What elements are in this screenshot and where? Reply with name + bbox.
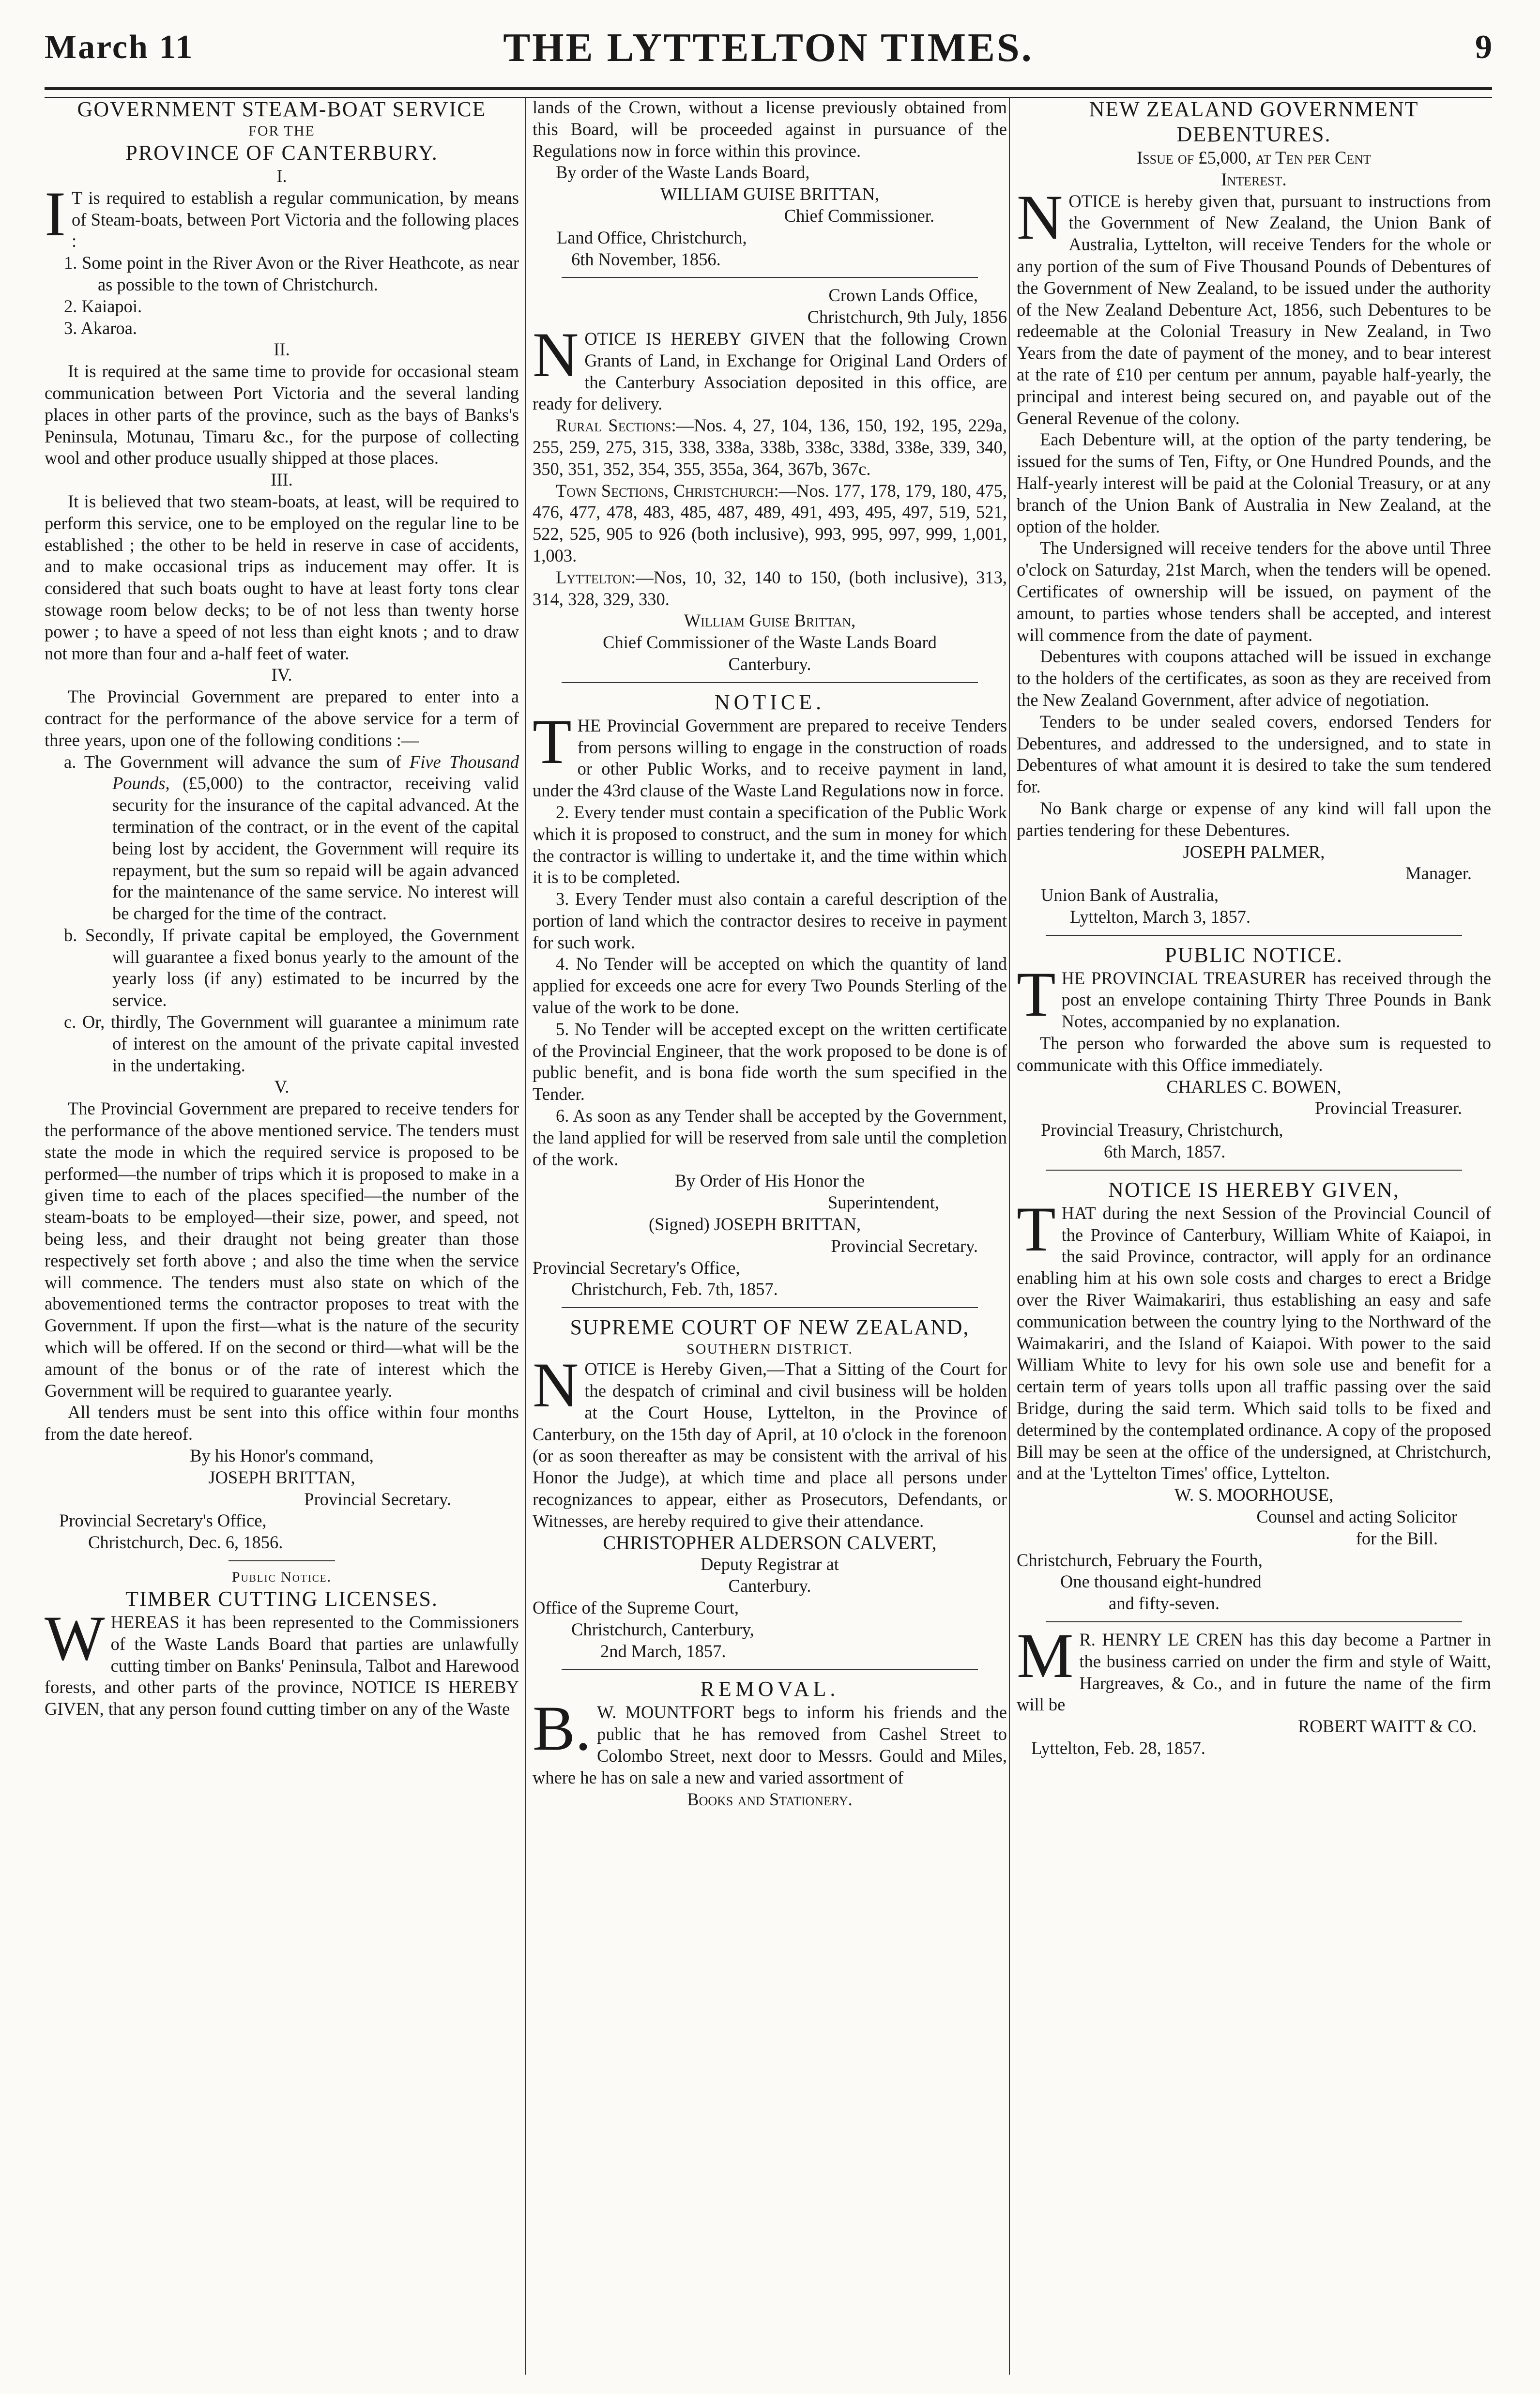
signature-date: Christchurch, February the Fourth, xyxy=(1017,1550,1263,1570)
debentures-notice xyxy=(1017,97,1491,928)
paragraph: The person who forwarded the above sum is requested to communicate with this Office immediately. xyxy=(1017,1033,1491,1075)
list-item: 1. Some point in the River Avon or the River Heathcote, as near as possible to the town of Christchurch. xyxy=(64,253,519,294)
masthead xyxy=(45,19,1492,92)
paragraph: lands of the Crown, without a license previously obtained from this Board, will be proceeded against in pursuance of the Regulations now in force within this province. xyxy=(533,97,1007,161)
notice-heading: NOTICE IS HEREBY GIVEN, xyxy=(1108,1177,1400,1202)
signature-place: Union Bank of Australia, xyxy=(1041,885,1219,905)
signature-line: By Order of His Honor the xyxy=(674,1171,865,1191)
paragraph: 5. No Tender will be accepted except on the written certificate of the Provincial Engineer, that the work proposed to be done is of public benefit, and is bona fide worth the sum specified in the Tender. xyxy=(533,1019,1007,1104)
notice-heading: NEW ZEALAND GOVERNMENT xyxy=(1089,97,1419,121)
paragraph: MR. HENRY LE CREN has this day become a Partner in the business carried on under the firm and style of Waitt, Hargreaves, & Co., and in future the name of the firm will be xyxy=(1017,1620,1491,1715)
supreme-court-notice xyxy=(533,1315,1007,1662)
signature-name: ROBERT WAITT & CO. xyxy=(1298,1716,1477,1737)
paragraph: NOTICE is hereby given that, pursuant to instructions from the Government of New Zealand, the Union Bank of Australia, Lyttelton, will receive Tenders for the whole or any portion of the sum of Five Thousand Pounds of Debentures of the Government of New Zealand, to be issued under the authority of the New Zealand Debenture Act, 1856, such Debentures to be redeemable at the Colonial Treasury in New Zealand, in Two Years from the date of payment of the money, and to bear interest at the rate of £10 per centum per annum, payable half-yearly, the principal and interest being secured on, and payable out of the General Revenue of the colony. xyxy=(1017,181,1491,428)
section-numbers: Nos. 177, 178, 179, 180, 475, 476, 477, 478, 483, 485, 487, 489, 491, 493, 495, 497, 519, 521, 522, 525, 905 to 926 (both inclusive), 993, 995, 997, 999, 1,001, 1,003. xyxy=(533,480,1007,565)
paragraph: No Bank charge or expense of any kind will fall upon the parties tendering for these Debentures. xyxy=(1017,798,1491,840)
notice-heading: PUBLIC NOTICE. xyxy=(1165,943,1343,967)
paragraph: THE Provincial Government are prepared to receive Tenders from persons willing to engage in the construction of roads or other Public Works, and to receive payment in land, under the 43rd clause of the Waste Land Regulations now in force. xyxy=(533,705,1007,801)
signature-date: and fifty-seven. xyxy=(1109,1593,1220,1614)
signature-date: One thousand eight-hundred xyxy=(1060,1571,1262,1592)
signature-date: Lyttelton, March 3, 1857. xyxy=(1070,906,1251,927)
lyttelton-sections xyxy=(533,567,1007,610)
removal-notice xyxy=(533,1677,1007,1810)
signature-place: Land Office, Christchurch, xyxy=(557,227,747,247)
signature-date: 2nd March, 1857. xyxy=(600,1641,726,1661)
signature-place: Canterbury. xyxy=(728,654,811,674)
steamboat-notice xyxy=(45,97,519,1554)
section-number: IV. xyxy=(271,665,292,685)
section-number: V. xyxy=(274,1077,290,1097)
signature-date: Lyttelton, Feb. 28, 1857. xyxy=(1031,1738,1205,1758)
column-divider xyxy=(1009,97,1010,2375)
section-number: III. xyxy=(271,470,293,490)
notice-date: Christchurch, 9th July, 1856 xyxy=(807,307,1007,327)
paragraph: NOTICE IS HEREBY GIVEN that the following Crown Grants of Land, in Exchange for Original Land Orders of the Canterbury Association deposited in this office, are ready for delivery. xyxy=(533,319,1007,414)
paragraph: THAT during the next Session of the Provincial Council of the Province of Canterbury, William White of Kaiapoi, in the said Province, contractor, will apply for an ordinance enabling him at his own sole costs and charges to erect a Bridge over the River Waimakariri, thus establishing an easy and safe communication between the country lying to the Northward of the Waimakariri, and the Island of Kaiapoi. With power to the said William White to levy for his own sole use and benefit for a certain term of years tolls upon all traffic passing over the said Bridge, during the said term. Which said tolls to be fixed and determined by the contemplated ordinance. A copy of the proposed Bill may be seen at the office of the undersigned, at Christchurch, and at the 'Lyttelton Times' office, Lyttelton. xyxy=(1017,1193,1491,1483)
masthead-rule xyxy=(45,87,1492,98)
page-number: 9 xyxy=(1475,29,1492,66)
signature-date: Christchurch, Feb. 7th, 1857. xyxy=(571,1279,778,1299)
condition-amount: Five Thousand Pounds, xyxy=(112,751,519,793)
condition-a xyxy=(45,751,519,925)
notice-heading: GOVERNMENT STEAM-BOAT SERVICE xyxy=(77,97,487,121)
paragraph: Each Debenture will, at the option of the party tendering, be issued for the sums of Ten, Fifty, or One Hundred Pounds, and the Half-yearly interest will be paid at the Colonial Treasury, or at any branch of the Union Bank of Australia in New Zealand, at the option of the holder. xyxy=(1017,429,1491,536)
paragraph: WHEREAS it has been represented to the Commissioners of the Waste Lands Board that parties are unlawfully cutting timber on Banks' Peninsula, Talbot and Harewood forests, and other parts of the province, NOTICE IS HEREBY GIVEN, that any person found cutting timber on any of the Waste xyxy=(45,1602,519,1719)
paragraph: The Undersigned will receive tenders for the above until Three o'clock on Saturday, 21st March, when the tenders will be opened. Certificates of ownership will be issued, on payment of the amount, to parties whose tenders shall be accepted, and interest will commence from the date of payment. xyxy=(1017,538,1491,645)
paragraph: 3. Every Tender must also contain a careful description of the portion of land which the contractor desires to receive in payment for such work. xyxy=(533,889,1007,952)
signature-place: Provincial Secretary's Office, xyxy=(533,1257,740,1278)
signature-name: CHRISTOPHER ALDERSON CALVERT, xyxy=(603,1531,937,1554)
signature-title: Deputy Registrar at xyxy=(701,1554,839,1574)
crown-lands-notice xyxy=(533,285,1007,675)
signature-title: Provincial Treasurer. xyxy=(1314,1098,1462,1118)
notice-subheading: SOUTHERN DISTRICT. xyxy=(686,1341,853,1357)
paragraph: The Provincial Government are prepared to receive tenders for the performance of the above mentioned service. The tenders must state the mode in which the required service is proposed to be performed—the number of trips which it is proposed to make in a given time to each of the places specified—the number of the steam-boats to be employed—their size, power, and speed, not being less, and their draught not being greater than those respectively set forth above ; and also the time when the service will commence. The tenders must also state on which of the abovementioned terms the contractor proposes to treat with the Government. If upon the first—what is the nature of the security which will be offered. If on the second or third—what will be the amount of the bonus or of the rate of interest which the Government will be required to guarantee yearly. xyxy=(45,1098,519,1401)
section-label: Lyttelton:— xyxy=(556,567,654,587)
signature-name: JOSEPH PALMER, xyxy=(1183,841,1325,862)
paragraph: IT is required to establish a regular communication, by means of Steam-boats, between Port Victoria and the following places : xyxy=(45,178,519,251)
signature-title: Counsel and acting Solicitor xyxy=(1256,1507,1457,1527)
notice-place: Crown Lands Office, xyxy=(828,285,978,305)
bridge-notice xyxy=(1017,1177,1491,1615)
list-item: 3. Akaroa. xyxy=(64,318,137,338)
town-sections xyxy=(533,480,1007,567)
public-works-notice xyxy=(533,690,1007,1301)
signature-place: Christchurch, Canterbury, xyxy=(571,1619,754,1639)
signature-date: Christchurch, Dec. 6, 1856. xyxy=(88,1532,283,1553)
column-2 xyxy=(533,97,1007,1810)
signature-place: Provincial Secretary's Office, xyxy=(59,1510,267,1531)
newspaper-title: THE LYTTELTON TIMES. xyxy=(503,25,1034,70)
paragraph: NOTICE is Hereby Given,—That a Sitting of the Court for the despatch of criminal and civil business will be holden at the Court House, Lyttelton, in the Province of Canterbury, on the 15th day of April, at 10 o'clock in the forenoon (or as soon thereafter as may be consistent with the arrival of his Honor the Judge), at which time and place all persons under recognizances to appear, either as Prosecutors, Defendants, or Witnesses, are hereby required to give their attendance. xyxy=(533,1349,1007,1531)
separator xyxy=(562,1669,978,1670)
section-number: I. xyxy=(276,166,287,186)
condition-text: (£5,000) to the contractor, receiving valid security for the insurance of the capital advanced. At the termination of the contract, or in the event of the capital being lost by accident, the Government will require its repayment, but the sum so repaid will be again advanced for the maintenance of the same service. No interest will be charged for the time of the contract. xyxy=(112,773,519,924)
signature-title: Provincial Secretary. xyxy=(831,1235,978,1256)
signature-name: William Guise Brittan, xyxy=(684,610,856,631)
paragraph: 2. Every tender must contain a specification of the Public Work which it is proposed to construct, and the sum in money for which the contractor is willing to undertake it, and the time within which it is to be completed. xyxy=(533,802,1007,887)
separator xyxy=(562,277,978,278)
signature-date: 6th November, 1856. xyxy=(571,249,721,269)
paragraph: It is required at the same time to provide for occasional steam communication between Port Victoria and the several landing places in other parts of the province, such as the bays of Banks's Peninsula, Motunau, Timaru &c., for the purpose of collecting wool and other produce usually shipped at those places. xyxy=(45,361,519,468)
signature-title: Manager. xyxy=(1405,863,1472,884)
section-label: Rural Sections:— xyxy=(556,415,694,436)
signature-line: Superintendent, xyxy=(827,1192,939,1213)
signature-name: JOSEPH BRITTAN, xyxy=(208,1467,355,1487)
condition-c: c. Or, thirdly, The Government will guarantee a minimum rate of interest on the amount of the private capital invested in the undertaking. xyxy=(64,1012,519,1075)
waste-lands-continued xyxy=(533,97,1007,270)
section-numbers: Nos. 4, 27, 104, 136, 150, 192, 195, 229a, 255, 259, 275, 315, 338, 338a, 338b, 338c, 338d, 338e, 339, 340, 350, 351, 352, 354, 355, 355a, 364, 367b, 367c. xyxy=(533,415,1007,479)
paragraph: All tenders must be sent into this office within four months from the date hereof. xyxy=(45,1402,519,1444)
signature-name: W. S. MOORHOUSE, xyxy=(1174,1485,1334,1505)
issue-date: March 11 xyxy=(45,29,194,66)
notice-subheading: FOR THE xyxy=(248,123,315,139)
paragraph: The Provincial Government are prepared to enter into a contract for the performance of the above service for a term of three years, upon one of the following conditions :— xyxy=(45,686,519,750)
notice-heading: SUPREME COURT OF NEW ZEALAND, xyxy=(570,1315,970,1340)
separator xyxy=(1046,1621,1462,1622)
signature-date: 6th March, 1857. xyxy=(1104,1142,1226,1162)
column-divider xyxy=(525,97,526,2375)
paragraph: THE PROVINCIAL TREASURER has received through the post an envelope containing Thirty Three Pounds in Bank Notes, accompanied by no explanation. xyxy=(1017,958,1491,1032)
notice-subheading: Interest. xyxy=(1221,169,1287,189)
section-label: Town Sections, Christchurch:— xyxy=(556,480,797,501)
signature-title: Chief Commissioner. xyxy=(784,205,934,226)
signature-title: Provincial Secretary. xyxy=(304,1489,451,1509)
notice-subheading: Issue of £5,000, at Ten per Cent xyxy=(1137,148,1371,168)
paragraph: By order of the Waste Lands Board, xyxy=(556,162,810,183)
signature-title: Chief Commissioner of the Waste Lands Board xyxy=(603,632,937,653)
notice-heading: DEBENTURES. xyxy=(1176,122,1331,146)
paragraph: Tenders to be under sealed covers, endorsed Tenders for Debentures, and addressed to the undersigned, and to state in Debentures of what amount it is desired to take the sum tendered for. xyxy=(1017,711,1491,797)
timber-notice xyxy=(45,1568,519,1720)
section-number: II. xyxy=(274,339,290,360)
column-1 xyxy=(45,97,519,1720)
signature-place: Office of the Supreme Court, xyxy=(533,1598,739,1617)
partnership-notice xyxy=(1017,1620,1491,1759)
signature-name: WILLIAM GUISE BRITTAN, xyxy=(660,184,880,204)
signature-name: CHARLES C. BOWEN, xyxy=(1166,1076,1342,1097)
separator xyxy=(1046,935,1462,936)
separator xyxy=(562,1307,978,1308)
condition-b: b. Secondly, If private capital be employed, the Government will guarantee a fixed bonus yearly to the amount of the yearly loss (if any) estimated to be incurred by the service. xyxy=(64,925,519,1010)
condition-text: a. The Government will advance the sum of xyxy=(64,751,410,772)
notice-heading: TIMBER CUTTING LICENSES. xyxy=(125,1587,438,1611)
separator xyxy=(229,1560,335,1561)
signature-line: By his Honor's command, xyxy=(190,1446,374,1466)
paragraph: B.W. MOUNTFORT begs to inform his friends and the public that he has removed from Cashel Street to Colombo Street, next door to Messrs. Gould and Miles, where he has on sale a new and varied assortment of xyxy=(533,1693,1007,1787)
signature-place: Provincial Treasury, Christchurch, xyxy=(1041,1120,1283,1140)
section-numbers: Nos, 10, 32, 140 to 150, (both inclusive), 313, 314, 328, 329, 330. xyxy=(533,567,1007,609)
rural-sections xyxy=(533,415,1007,480)
notice-heading: PROVINCE OF CANTERBURY. xyxy=(125,141,438,165)
separator xyxy=(1046,1170,1462,1171)
paragraph: Debentures with coupons attached will be issued in exchange to the holders of the certificates, as soon as they are received from the New Zealand Government, after advice of negotiation. xyxy=(1017,646,1491,710)
paragraph: 4. No Tender will be accepted on which the quantity of land applied for exceeds one acre for every Two Pounds Sterling of the value of the work to be done. xyxy=(533,954,1007,1018)
removal-tail: Books and Stationery. xyxy=(687,1789,853,1809)
notice-heading: NOTICE. xyxy=(714,690,825,714)
paragraph: 6. As soon as any Tender shall be accepted by the Government, the land applied for will be reserved from sale until the completion of the work. xyxy=(533,1106,1007,1169)
list-item: 2. Kaiapoi. xyxy=(64,296,142,316)
notice-subheading: Public Notice. xyxy=(231,1569,332,1585)
column-3 xyxy=(1017,97,1491,1759)
signature-title: Canterbury. xyxy=(728,1576,811,1596)
signature-title: for the Bill. xyxy=(1356,1528,1438,1548)
signature-name: (Signed) JOSEPH BRITTAN, xyxy=(649,1214,861,1235)
notice-heading: REMOVAL. xyxy=(700,1677,839,1701)
paragraph: It is believed that two steam-boats, at least, will be required to perform this service, one to be employed on the regular line to be established ; the other to be held in reserve in case of accidents, and to make occasional trips as inducement may offer. It is considered that such boats ought to have at least forty tons clear stowage room below decks; to be of not less than twenty horse power ; to have a speed of not less than eight knots ; and to draw not more than four and a-half feet of water. xyxy=(45,491,519,663)
separator xyxy=(562,682,978,683)
treasurer-notice xyxy=(1017,943,1491,1163)
